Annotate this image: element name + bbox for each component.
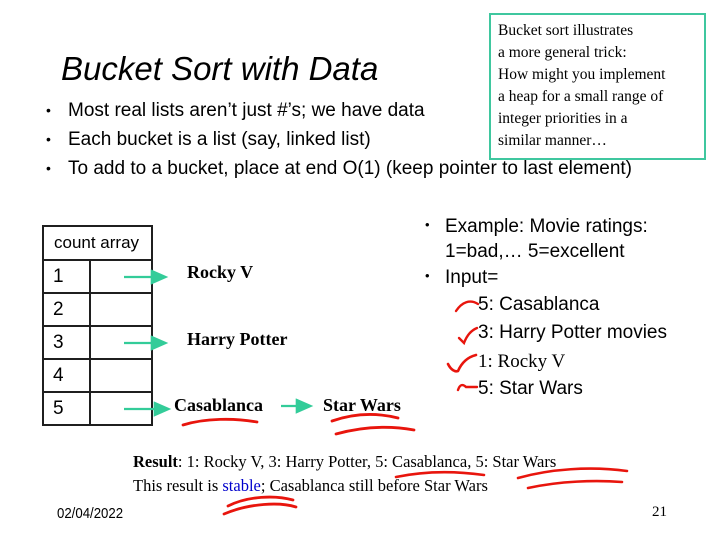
note-line: Bucket sort illustrates xyxy=(498,22,634,39)
result-line2-pre: This result is xyxy=(133,476,223,495)
count-array-header: count array xyxy=(44,227,151,261)
pen-underline-starwars-diagram-2 xyxy=(336,427,414,434)
input-item: 1: Rocky V xyxy=(478,351,566,372)
bucket-index: 5 xyxy=(44,393,91,424)
input-item: 3: Harry Potter movies xyxy=(478,322,667,343)
table-row xyxy=(44,360,151,393)
check-icon-starwars xyxy=(458,385,477,390)
table-row xyxy=(44,261,151,294)
table-row xyxy=(44,327,151,360)
bullet-item: • Each bucket is a list (say, linked list) xyxy=(40,125,712,154)
example-bullet-line1: • Example: Movie ratings: xyxy=(418,216,648,238)
note-line: similar manner… xyxy=(498,132,607,149)
bucket-cell xyxy=(91,360,151,391)
bullet-item: • Most real lists aren’t just #’s; we have data xyxy=(40,96,712,125)
bucket-index: 3 xyxy=(44,327,91,358)
count-array-table xyxy=(42,225,153,426)
pen-swoosh-stable-1 xyxy=(228,497,293,506)
movie-label-starwars: Star Wars xyxy=(323,395,401,415)
movie-label-harry: Harry Potter xyxy=(187,329,288,349)
bucket-cell xyxy=(91,294,151,325)
slide-title: Bucket Sort with Data xyxy=(61,50,379,87)
result-label: Result xyxy=(133,452,178,471)
movie-label-rocky: Rocky V xyxy=(187,262,254,282)
result-block xyxy=(133,450,556,498)
note-line: integer priorities in a xyxy=(498,110,628,127)
result-rest: : 1: Rocky V, 3: Harry Potter, 5: Casablanca, 5: Star Wars xyxy=(177,452,557,471)
bucket-cell xyxy=(91,261,151,292)
note-box xyxy=(489,13,706,160)
movie-label-casablanca: Casablanca xyxy=(174,395,264,415)
pen-swoosh-stable-2 xyxy=(224,504,296,514)
note-line: a more general trick: xyxy=(498,44,627,61)
bullet-item: • To add to a bucket, place at end O(1) (keep pointer to last element) xyxy=(40,154,712,183)
note-line: How might you implement xyxy=(498,66,666,83)
result-line2-post: ; Casablanca still before Star Wars xyxy=(260,476,488,495)
result-line1 xyxy=(133,450,556,474)
bucket-index: 2 xyxy=(44,294,91,325)
bucket-index: 4 xyxy=(44,360,91,391)
bucket-cell xyxy=(91,393,151,424)
check-icon-rocky xyxy=(448,355,476,371)
table-row xyxy=(44,294,151,327)
result-line2 xyxy=(133,474,556,498)
input-item: 5: Star Wars xyxy=(478,378,583,399)
check-icon-harry xyxy=(459,328,477,343)
bucket-cell xyxy=(91,327,151,358)
note-line: a heap for a small range of xyxy=(498,88,664,105)
footer-date: 02/04/2022 xyxy=(57,505,124,522)
page-number: 21 xyxy=(652,504,667,520)
table-row xyxy=(44,393,151,424)
check-icon-casablanca xyxy=(456,302,478,311)
bucket-index: 1 xyxy=(44,261,91,292)
pen-underline-casablanca-diagram xyxy=(183,419,257,425)
input-item: 5: Casablanca xyxy=(478,294,600,315)
stable-word: stable xyxy=(222,476,261,495)
example-bullet-line2: 1=bad,… 5=excellent xyxy=(445,241,625,262)
input-bullet: • Input= xyxy=(418,267,498,289)
